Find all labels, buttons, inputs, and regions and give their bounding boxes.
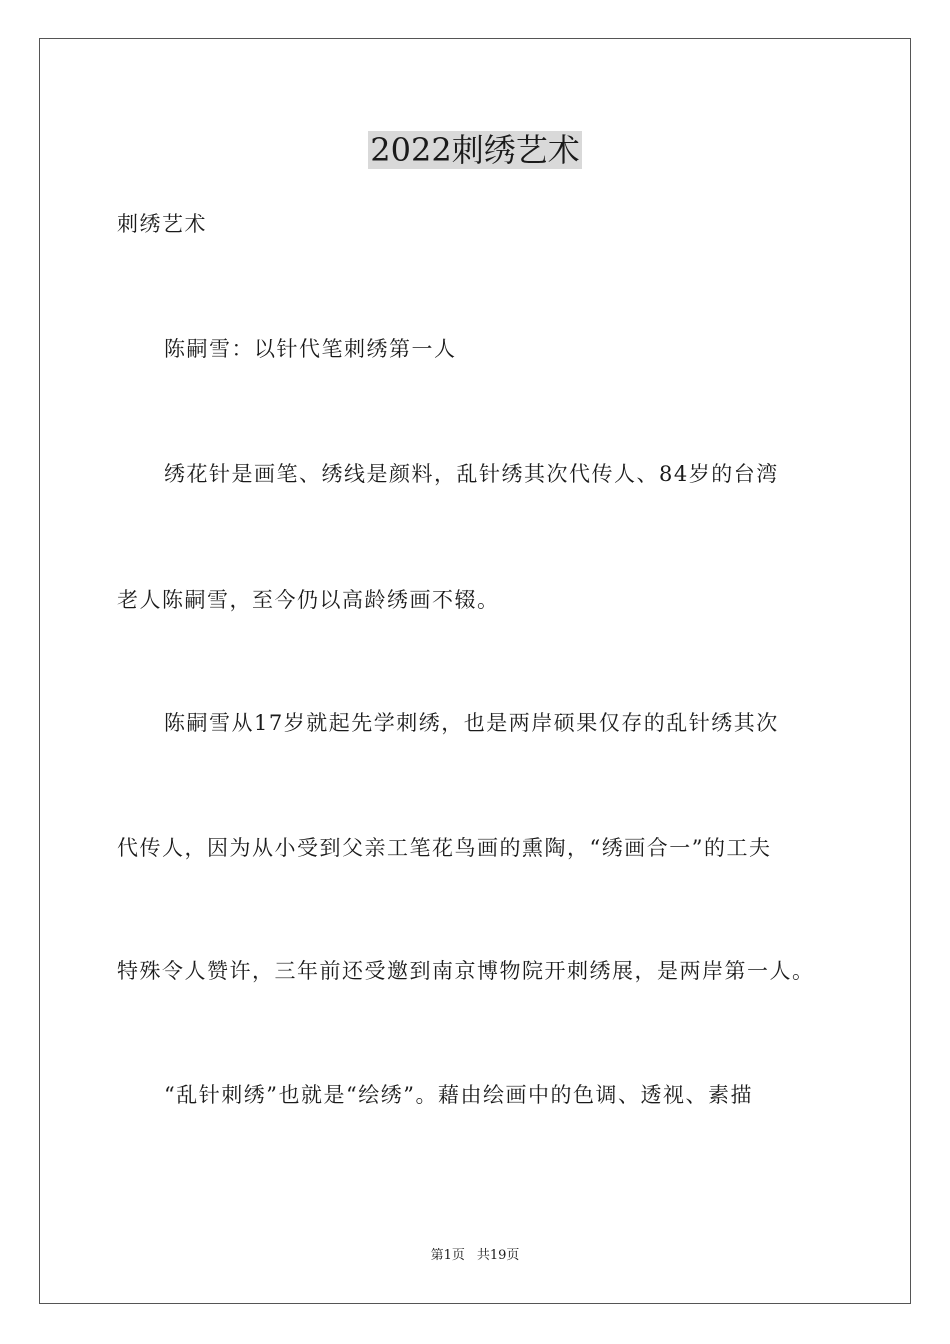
page-footer xyxy=(0,1247,950,1265)
paragraph-heading: 刺绣艺术 xyxy=(117,212,207,236)
paragraph-line: 绣花针是画笔、绣线是颜料，乱针绣其次代传人、84岁的台湾 xyxy=(164,462,779,486)
paragraph-line: 陈嗣雪从17岁就起先学刺绣，也是两岸硕果仅存的乱针绣其次 xyxy=(164,711,779,735)
paragraph-line: 代传人，因为从小受到父亲工笔花鸟画的熏陶，“绣画合一”的工夫 xyxy=(117,836,772,860)
paragraph-line: 特殊令人赞许，三年前还受邀到南京博物院开刺绣展，是两岸第一人。 xyxy=(117,959,815,983)
paragraph-line: “乱针刺绣”也就是“绘绣”。藉由绘画中的色调、透视、素描 xyxy=(164,1083,753,1107)
page-total: 共19页 xyxy=(476,1248,520,1263)
document-title-text: 2022刺绣艺术 xyxy=(370,131,580,169)
page-number: 第1页 xyxy=(430,1248,465,1263)
paragraph-subtitle: 陈嗣雪：以针代笔刺绣第一人 xyxy=(164,337,457,361)
paragraph-line: 老人陈嗣雪，至今仍以高龄绣画不辍。 xyxy=(117,588,500,612)
document-title xyxy=(0,128,950,172)
